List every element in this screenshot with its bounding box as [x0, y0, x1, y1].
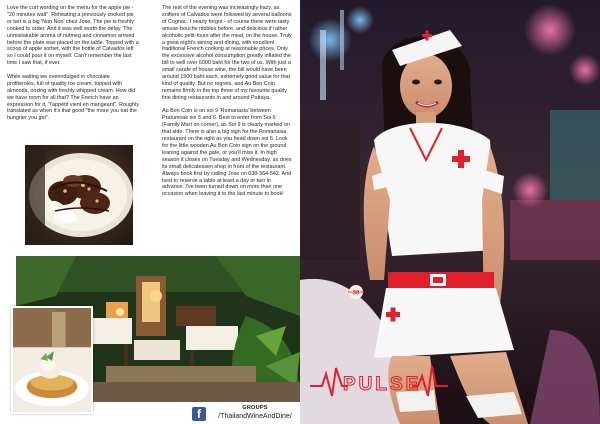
facebook-groups-box[interactable] — [188, 403, 300, 424]
pulse-logo-text: PULSE — [343, 374, 422, 395]
apple-pie-photo — [11, 306, 93, 414]
groups-handle[interactable]: /ThailandWineAndDine/ — [218, 413, 292, 420]
paragraph-directions: Au Bon Coin is on soi 9 'Romanasia' between Pratumnak soi 5 and 6. Best to enter from Soi 6 (Family Mart on corner), as Soi 9 is clearly marked on that side. There is also a big sign for the Romanasia restaurant on the right as you head down soi 6. Look for the little wooden Au Bon Coin sign on the ground leaning against the gate, or you'll miss it. In high season it closes on Tuesday and Wednesday, as does its small delicatessen shop in front of the restaurant. Always book first by calling Jose on 038-364-542. And best to reserve a table at least a day or two in advance. I've been turned down on more than one occasion when leaving it to the last minute to book! — [162, 108, 292, 198]
pulse-logo — [308, 356, 450, 406]
groups-label: GROUPS — [242, 405, 268, 411]
paragraph-apple-pie: Love the curt wording on the menu for the apple pie - "20 minutes wait". Reheating a previously cooked pie or tart is a big 'Non Non' chez Jose. The pie is freshly cooked to order. And it was well worth the delay. The unmistakable aroma of nutmeg and cinnamon arrived before the plate was placed on the table. Topped with a scoop of apple sorbet, with the bottle of Calvados left so I could pour it on myself. Can't remember the last time I saw that, if ever. — [7, 5, 139, 67]
number-badge: 30 — [352, 290, 360, 297]
paragraph-evening: The rest of the evening was increasingly hazy, as snifters of Calvados were followed by several balloons of Cognac. I nearly forgot - of course there were tasty amuse-bouche nibbles before, and delicious if rather alcoholic petit-fours after the meal, on the house. Truly a great night's wining and dining, with excellent traditional French cooking at reasonable prices. Only the excessive alcohol consumption greatly inflated the bill to well over 6000 baht for the two of us. With just a small carafe of house wine, the bill would have been around 1500 baht each, extremely good value for that kind of quality. But no regrets, and Au Bon Coin remains firmly in the top three of my favourite quality fine dining restaurants in and around Pattaya. — [162, 5, 292, 101]
article-column-2 — [162, 5, 294, 205]
article-column-1 — [7, 5, 139, 129]
profiteroles-photo — [25, 145, 133, 245]
facebook-icon[interactable]: f — [192, 407, 206, 421]
paragraph-profiteroles: While waiting we overindulged in chocolate profiteroles, full of quality ice cream, topped with almonds, oozing with freshly whipped cream. How did we have room for all that? The French have an expression for it, "l'appétit vient en mangeant". Roughly translated as when it's that good "the more you eat the hungrier you get". — [7, 73, 139, 122]
nurse-photo-page — [300, 0, 600, 424]
